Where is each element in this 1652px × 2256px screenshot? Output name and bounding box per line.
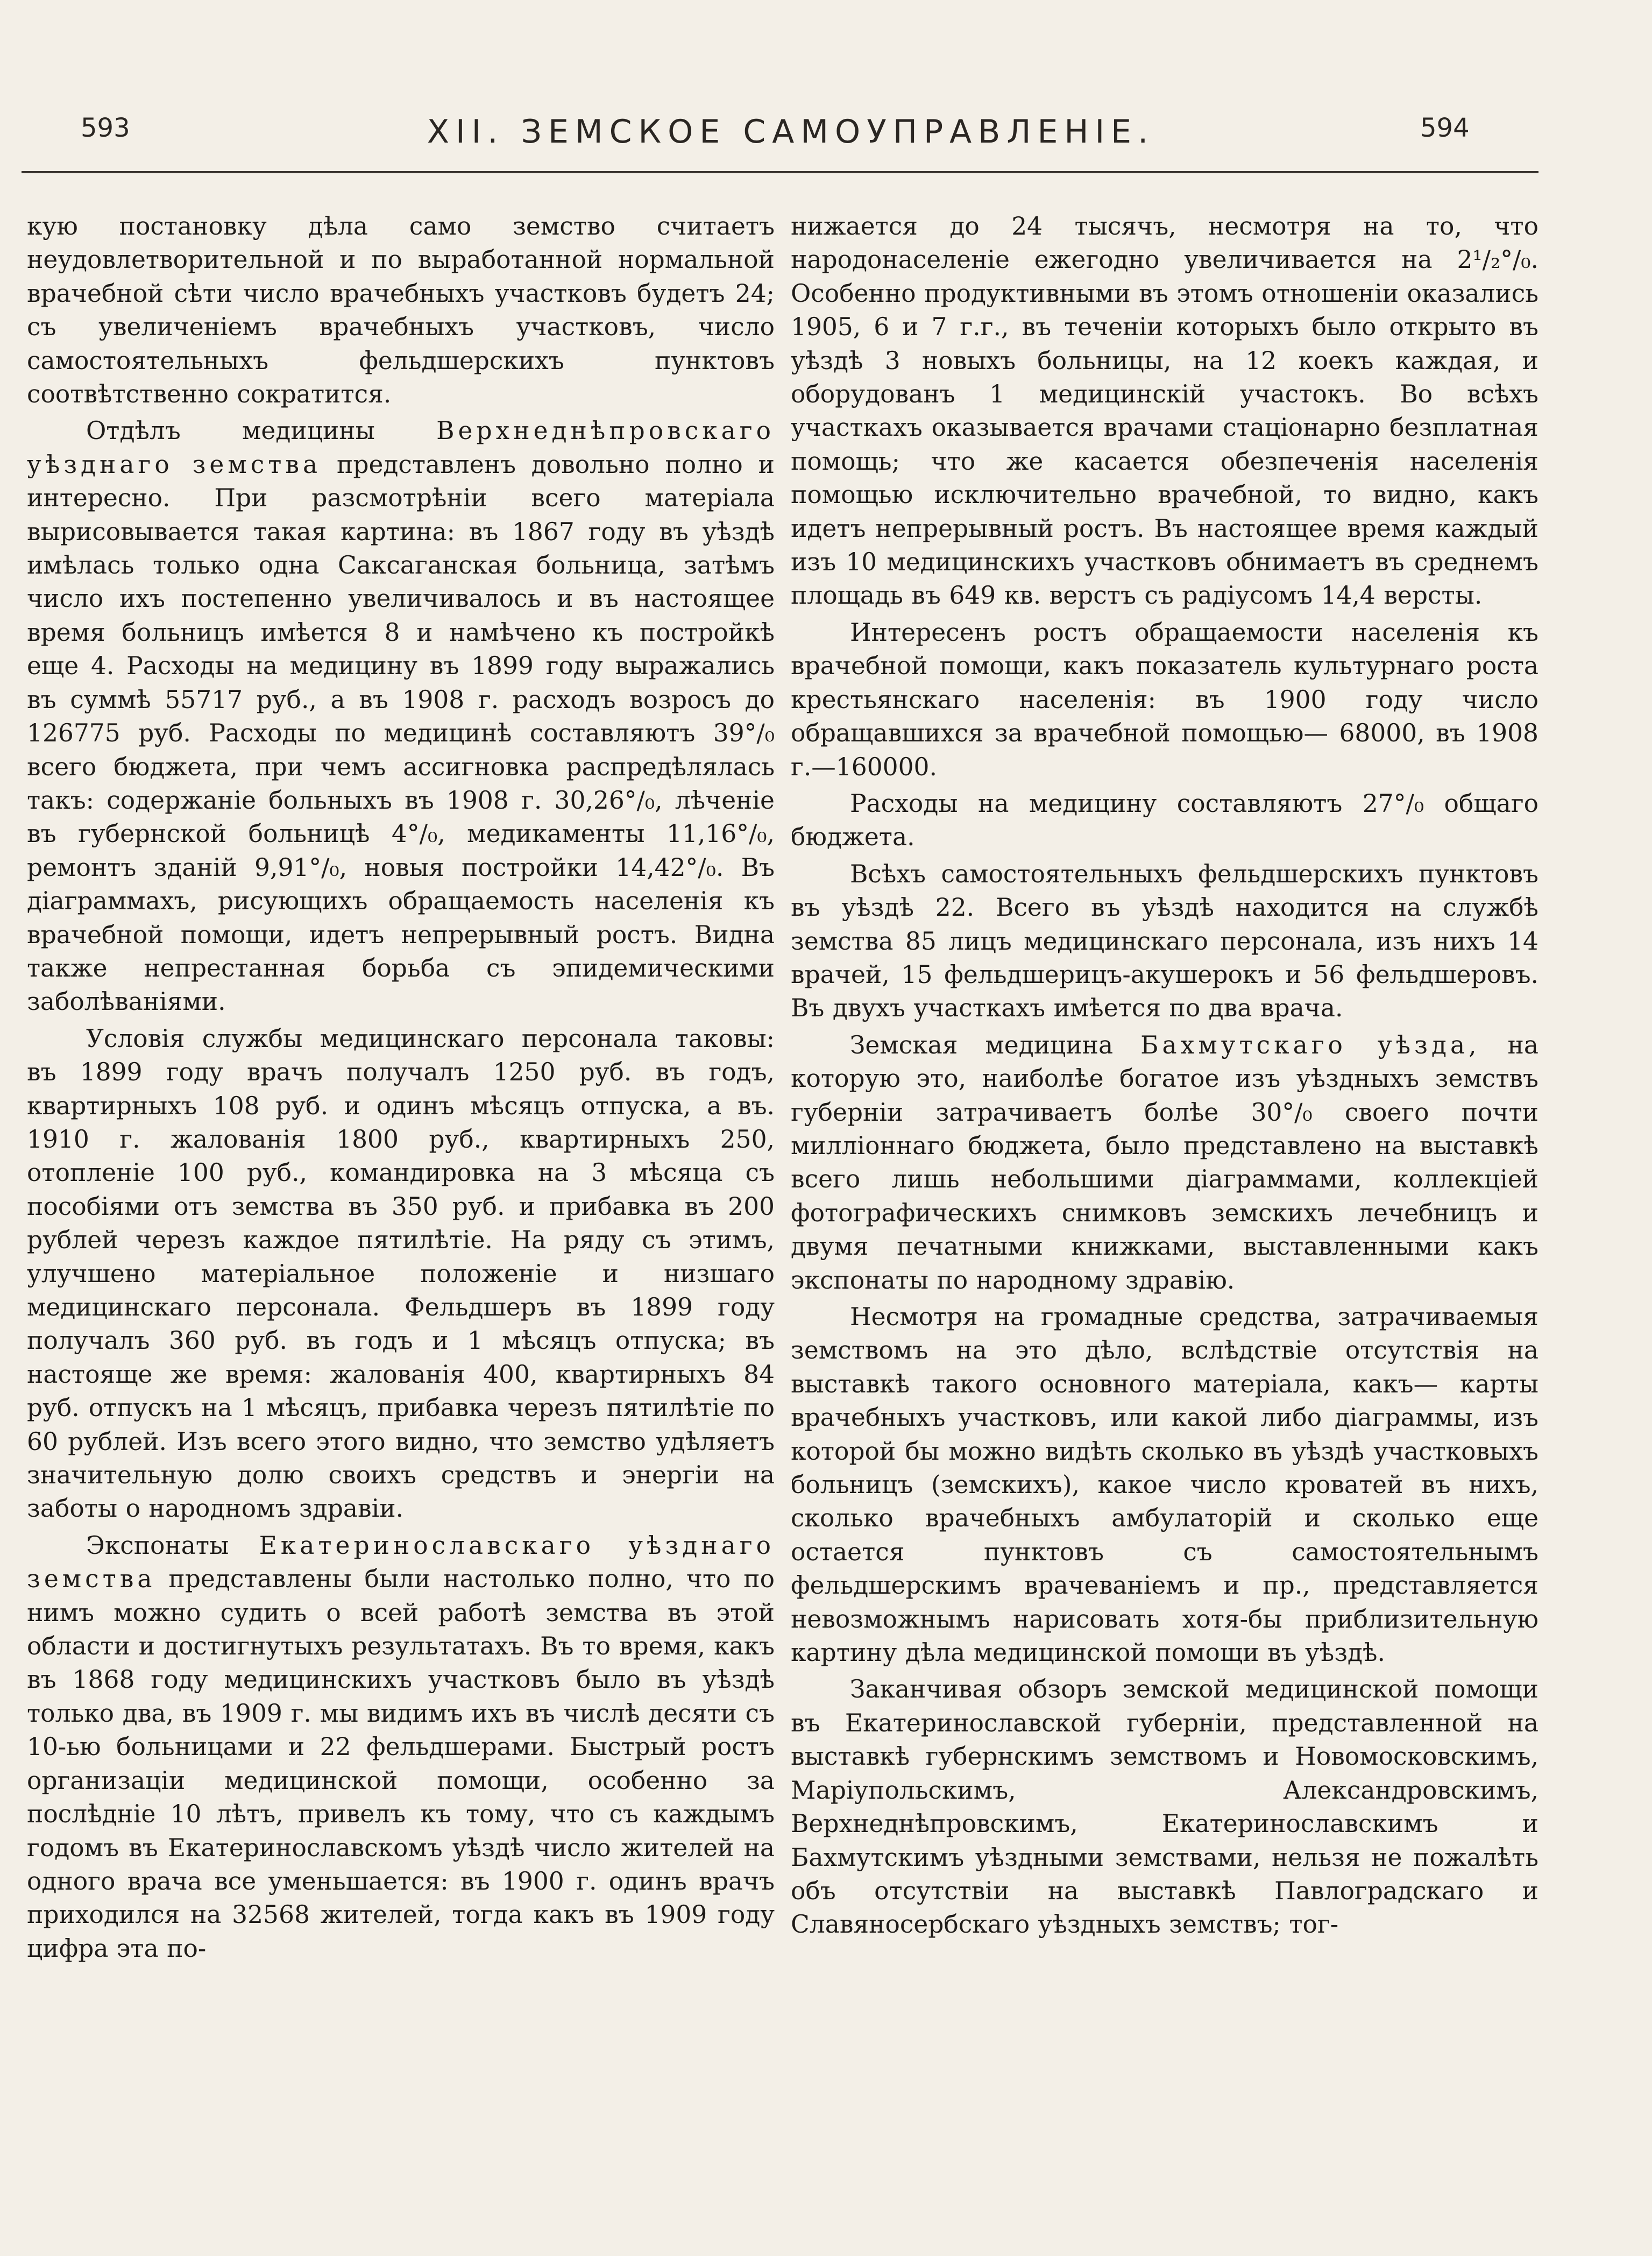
paragraph-body: представленъ довольно полно и интересно. При разсмотрѣніи всего матеріала вырисовывается такая картина: въ 1867 году въ уѣздѣ имѣлась только одна Саксаганская больница, затѣмъ число ихъ постепенно увеличивалось и въ настоящее время больницъ имѣется 8 и намѣчено къ постройкѣ еще 4. Расходы на медицину въ 1899 году выражались въ суммѣ 55717 руб., а въ 1908 г. расходъ возросъ до 126775 руб. Расходы по медицинѣ составляютъ 39°/₀ всего бюджета, при чемъ ассигновка распредѣлялась такъ: содержаніе больныхъ въ 1908 г. 30,26°/₀, лѣченіе въ губернской больницѣ 4°/₀, медикаменты 11,16°/₀, ремонтъ зданій 9,91°/₀, новыя постройки 14,42°/₀. Въ діаграммахъ, рисующихъ обращаемость населенія къ врачебной помощи, идетъ непрерывный ростъ. Видна также непрестанная борьба съ эпидемическими заболѣваніями. [27, 450, 775, 1016]
paragraph-ekaterinoslav [27, 1529, 775, 1965]
paragraph-bakhmut [791, 1029, 1538, 1297]
paragraph-lead: Земская медицина [850, 1030, 1114, 1059]
paragraph-feldsher-points: Всѣхъ самостоятельныхъ фельдшерскихъ пунктовъ въ уѣздѣ 22. Всего въ уѣздѣ находится на службѣ земства 85 лицъ медицинскаго персонала, изъ нихъ 14 врачей, 15 фельдшерицъ-акушерокъ и 56 фельдшеровъ. Въ двухъ участкахъ имѣется по два врача. [791, 859, 1538, 1023]
right-column [791, 210, 1538, 2061]
paragraph-continued: нижается до 24 тысячъ, несмотря на то, что народонаселеніе ежегодно увеличивается на 2¹/₂°/₀. Особенно продуктивными въ этомъ отношеніи оказались 1905, 6 и 7 г.г., въ теченіи которыхъ было открыто въ уѣздѣ 3 новыхъ больницы, на 12 коекъ каждая, и оборудованъ 1 медицинскій участокъ. Во всѣхъ участкахъ оказывается врачами стаціонарно безплатная помощь; что же касается обезпеченія населенія помощью исключительно врачебной, то видно, какъ идетъ непрерывный ростъ. Въ настоящее время каждый изъ 10 медицинскихъ участковъ обнимаетъ въ среднемъ площадь въ 649 кв. верстъ съ радіусомъ 14,4 версты. [791, 212, 1538, 610]
spaced-name: Верхнеднѣпровскаго уѣзднаго земства [27, 416, 775, 479]
page-header [0, 102, 1652, 167]
paragraph-lead: Отдѣлъ медицины [86, 416, 375, 445]
spaced-name: Бахмутскаго уѣзда, [1140, 1030, 1480, 1059]
paragraph-conclusion: Заканчивая обзоръ земской медицинской помощи въ Екатеринославской губерніи, представленной на выставкѣ губернскимъ земствомъ и Новомосковскимъ, Маріупольскимъ, Александровскимъ, Верхнеднѣпровскимъ, Екатеринославскимъ и Бахмутскимъ уѣздными земствами, нельзя не пожалѣть объ отсутствіи на выставкѣ Павлоградскаго и Славяносербскаго уѣздныхъ земствъ; тог- [791, 1675, 1538, 1939]
right-page-number: 594 [1420, 113, 1470, 143]
paragraph-service-conditions: Условія службы медицинскаго персонала таковы: въ 1899 году врачъ получалъ 1250 руб. въ годъ, квартирныхъ 108 руб. и одинъ мѣсяцъ отпуска, а въ. 1910 г. жалованія 1800 руб., квартирныхъ 250, отопленіе 100 руб., командировка на 3 мѣсяца съ пособіями отъ земства въ 350 руб. и прибавка въ 200 рублей черезъ каждое пятилѣтіе. На ряду съ этимъ, улучшено матеріальное положеніе и низшаго медицинскаго персонала. Фельдшеръ въ 1899 году получалъ 360 руб. въ годъ и 1 мѣсяцъ отпуска; въ настояще же время: жалованія 400, квартирныхъ 84 руб. отпускъ на 1 мѣсяцъ, прибавка черезъ пятилѣтіе по 60 рублей. Изъ всего этого видно, что земство удѣляетъ значительную долю своихъ средствъ и энергіи на заботы о народномъ здравіи. [27, 1024, 775, 1523]
paragraph-continued: кую постановку дѣла само земство считаетъ неудовлетворительной и по выработанной нормальной врачебной сѣти число врачебныхъ участковъ будетъ 24; съ увеличеніемъ врачебныхъ участковъ, число самостоятельныхъ фельдшерскихъ пунктовъ соотвѣтственно сократится. [27, 212, 775, 409]
spaced-name: Екатеринославскаго уѣзднаго земства [27, 1531, 775, 1594]
paragraph-lead: Экспонаты [86, 1531, 229, 1560]
left-column [27, 210, 775, 2061]
paragraph-verkhnedneprovsk [27, 414, 775, 1019]
paragraph-body: представлены были настолько полно, что по нимъ можно судить о всей работѣ земства въ этой области и достигнутыхъ результатахъ. Въ то время, какъ въ 1868 году медицинскихъ участковъ было въ уѣздѣ только два, въ 1909 г. мы видимъ ихъ въ числѣ десяти съ 10-ью больницами и 22 фельдшерами. Быстрый ростъ организаціи медицинской помощи, особенно за послѣдніе 10 лѣтъ, привелъ къ тому, что съ каждымъ годомъ въ Екатеринославскомъ уѣздѣ число жителей на одного врача все уменьшается: въ 1900 г. одинъ врачъ приходился на 32568 жителей, тогда какъ въ 1909 году цифра эта по- [27, 1565, 775, 1963]
left-page-number: 593 [81, 113, 130, 143]
paragraph-missing-material: Несмотря на громадные средства, затрачиваемыя земствомъ на это дѣло, вслѣдствіе отсутствія на выставкѣ такого основного матеріала, какъ— карты врачебныхъ участковъ, или какой либо діаграммы, изъ которой бы можно видѣть сколько въ уѣздѣ участковыхъ больницъ (земскихъ), какое число кроватей въ нихъ, сколько врачебныхъ амбулаторій и сколько еще остается пунктовъ съ самостоятельнымъ фельдшерскимъ врачеваніемъ и пр., представляется невозможнымъ нарисовать хотя-бы приблизительную картину дѣла медицинской помощи въ уѣздѣ. [791, 1303, 1538, 1667]
paragraph-attendance-growth: Интересенъ ростъ обращаемости населенія къ врачебной помощи, какъ показатель культурнаго роста крестьянскаго населенія: въ 1900 году число обращавшихся за врачебной помощью— 68000, въ 1908 г.—160000. [791, 618, 1538, 781]
running-title: XII. ЗЕМСКОЕ САМОУПРАВЛЕНІЕ. [427, 113, 1155, 151]
paragraph-expenses: Расходы на медицину составляютъ 27°/₀ общаго бюджета. [791, 789, 1538, 852]
paragraph-body: на которую это, наиболѣе богатое изъ уѣздныхъ земствъ губерніи затрачиваетъ болѣе 30°/₀ своего почти милліоннаго бюджета, было представлено на выставкѣ всего лишь небольшими діаграммами, коллекціей фотографическихъ снимковъ земскихъ лечебницъ и двумя печатными книжками, выставленными какъ экспонаты по народному здравію. [791, 1030, 1538, 1295]
header-rule [22, 171, 1538, 173]
